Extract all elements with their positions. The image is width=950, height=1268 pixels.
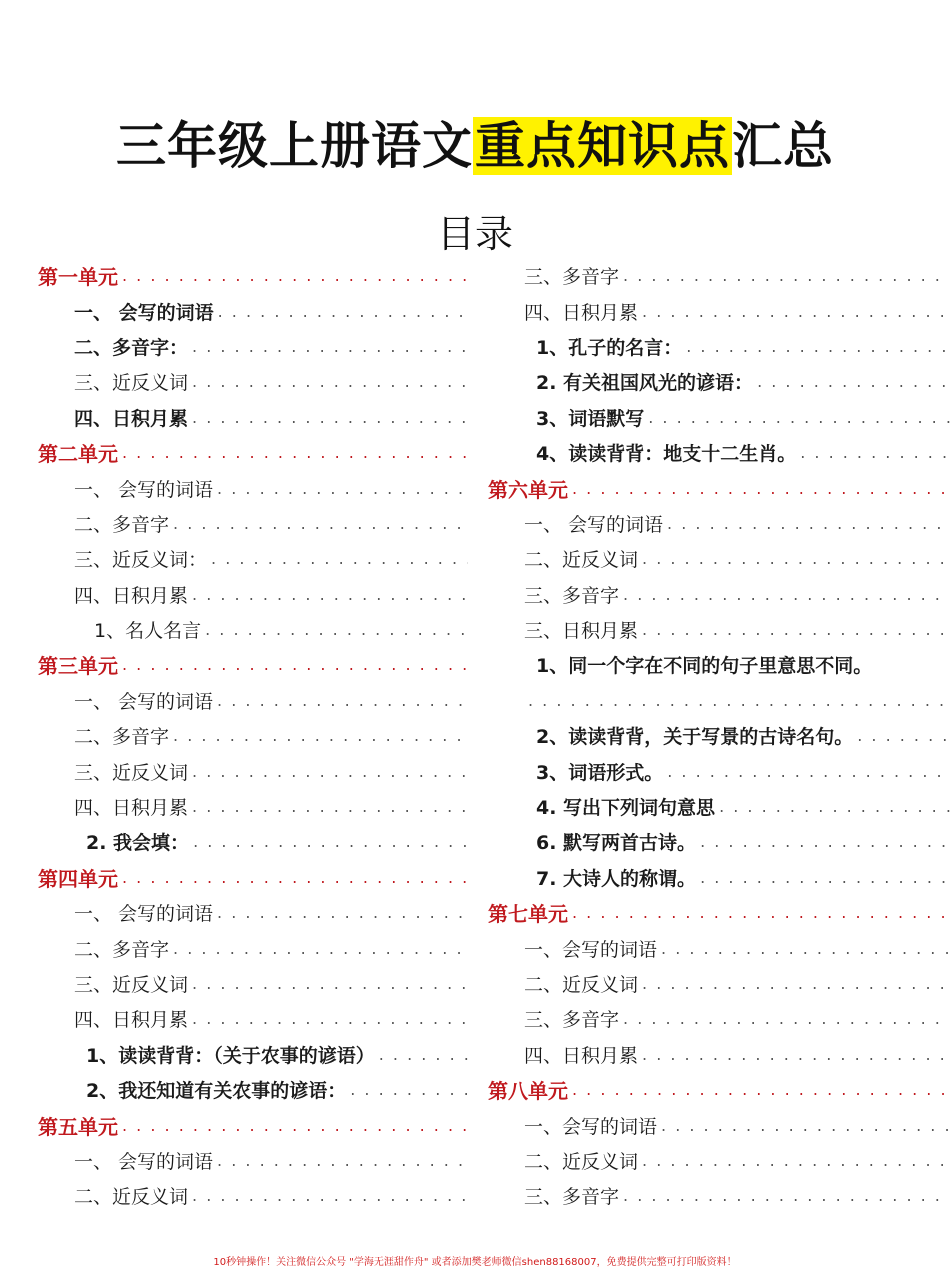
toc-unit-heading: [488, 470, 950, 505]
toc-entry: [488, 860, 950, 895]
dot-leader: [667, 762, 950, 781]
unit-title: 第四单元: [38, 866, 118, 891]
toc-entry: [38, 824, 468, 859]
dot-leader: [173, 514, 468, 533]
entry-title: 三、近反义词: [74, 761, 189, 784]
toc-entry: [38, 577, 468, 612]
toc-entry: [38, 966, 468, 1001]
toc-heading: 目录: [436, 212, 513, 256]
entry-title: 三、多音字: [524, 584, 620, 607]
dot-leader: [572, 479, 950, 498]
entry-title: 二、近反义词: [524, 549, 639, 572]
toc-entry: [38, 293, 468, 328]
entry-title: 四、日积月累: [74, 584, 189, 607]
toc-entry: [488, 541, 950, 576]
dot-leader: [642, 620, 950, 639]
toc-entry: [488, 966, 950, 1001]
unit-title: 第六单元: [488, 477, 568, 502]
toc-entry: [38, 753, 468, 788]
entry-title: 二、近反义词: [524, 1150, 639, 1173]
unit-title: 第五单元: [38, 1114, 118, 1139]
toc-entry: [38, 541, 468, 576]
entry-title: 四、日积月累: [74, 797, 189, 820]
dot-leader: [623, 585, 950, 604]
entry-title: 三、近反义词: [74, 974, 189, 996]
toc-unit-heading: [38, 1107, 468, 1142]
entry-title: 一、 会写的词语: [524, 513, 664, 536]
dot-leader: [642, 302, 950, 321]
title-part2: 汇总: [732, 117, 834, 175]
unit-title: 第三单元: [38, 654, 118, 679]
entry-title: 三、多音字: [524, 1009, 620, 1032]
toc-entry: [488, 506, 950, 541]
toc-entry: [38, 1072, 468, 1107]
dot-leader: [192, 797, 468, 816]
entry-title: 3、词语形式。: [536, 761, 664, 784]
dot-leader: [757, 372, 950, 391]
toc-unit-heading: [38, 435, 468, 470]
dot-leader: [173, 726, 468, 745]
entry-title: 4. 写出下列词句意思: [536, 797, 716, 820]
title-part1: 三年级上册语文: [116, 117, 473, 175]
toc-entry: [488, 329, 950, 364]
dot-leader: [211, 549, 468, 568]
toc-entry: [488, 400, 950, 435]
dot-leader: [122, 266, 468, 285]
entry-title: 2. 我会填：: [86, 832, 190, 855]
toc-entry: [38, 470, 468, 505]
entry-title: 三、多音字: [524, 266, 620, 289]
dot-leader: [122, 1116, 468, 1135]
entry-title: 二、多音字: [74, 726, 170, 749]
entry-title: 三、多音字: [524, 1186, 620, 1209]
entry-title: 四、日积月累: [74, 407, 189, 430]
toc-unit-heading: [38, 647, 468, 682]
entry-title: 2、我还知道有关农事的谚语：: [86, 1080, 347, 1103]
dot-leader: [700, 868, 950, 887]
entry-title: 7. 大诗人的称谓。: [536, 867, 697, 890]
toc-unit-heading: [38, 860, 468, 895]
dot-leader: [572, 1080, 950, 1099]
dot-leader: [648, 408, 950, 427]
toc-entry: [38, 1143, 468, 1178]
toc-unit-heading: [38, 258, 468, 293]
entry-title: 二、近反义词: [524, 974, 639, 996]
dot-leader: [857, 726, 950, 745]
dot-leader: [122, 443, 468, 462]
entry-title: 1、读读背背：（关于农事的谚语）: [86, 1044, 375, 1067]
dot-leader: [642, 549, 950, 568]
entry-title: 一、 会写的词语: [74, 478, 214, 501]
dot-leader: [572, 903, 950, 922]
entry-title: 三、日积月累: [524, 620, 639, 643]
entry-title: 1、名人名言: [94, 620, 202, 643]
dot-leader: [192, 408, 468, 427]
toc-entry: [38, 329, 468, 364]
toc-entry: [38, 718, 468, 753]
toc-entry: [488, 718, 950, 753]
entry-title: 3、词语默写: [536, 407, 645, 430]
dot-leader: [217, 479, 468, 498]
dot-leader: [217, 1151, 468, 1170]
entry-title: 四、日积月累: [524, 301, 639, 324]
dot-leader: [192, 762, 468, 781]
entry-title: 一、 会写的词语: [74, 1150, 214, 1173]
toc-entry: [488, 1107, 950, 1142]
entry-title: 2. 有关祖国风光的谚语：: [536, 372, 754, 395]
toc-entry: [38, 683, 468, 718]
dot-leader: [192, 1009, 468, 1028]
dot-leader: [218, 302, 468, 321]
dot-leader: [528, 691, 950, 710]
toc-entry: [488, 930, 950, 965]
toc-entry: [38, 789, 468, 824]
entry-title: 四、日积月累: [524, 1044, 639, 1067]
entry-title: 二、多音字: [74, 938, 170, 961]
entry-title: 三、近反义词: [74, 372, 189, 395]
dot-leader: [642, 1045, 950, 1064]
dot-leader: [192, 585, 468, 604]
entry-title: 三、近反义词：: [74, 549, 208, 572]
dot-leader: [173, 939, 468, 958]
dot-leader: [217, 903, 468, 922]
dot-leader: [642, 974, 950, 993]
entry-title: 一、会写的词语: [524, 938, 658, 961]
dot-leader: [686, 337, 950, 356]
toc-entry: [488, 1143, 950, 1178]
toc-entry: [38, 506, 468, 541]
dot-leader: [122, 868, 468, 887]
toc-entry: [488, 293, 950, 328]
entry-title: 2、读读背背，关于写景的古诗名句。: [536, 726, 854, 749]
dot-leader: [719, 797, 950, 816]
toc-entry: [488, 789, 950, 824]
entry-title: 四、日积月累: [74, 1009, 189, 1032]
toc-entry: [488, 683, 950, 718]
toc-entry: [38, 930, 468, 965]
dot-leader: [661, 939, 950, 958]
unit-title: 第二单元: [38, 442, 118, 467]
dot-leader: [642, 1151, 950, 1170]
toc-entry: [38, 1037, 468, 1072]
entry-title: 一、 会写的词语: [74, 690, 214, 713]
entry-title: 一、会写的词语: [524, 1115, 658, 1138]
dot-leader: [379, 1045, 468, 1064]
entry-title: 二、多音字: [74, 513, 170, 536]
entry-title: 4、读读背背：地支十二生肖。: [536, 443, 797, 466]
dot-leader: [217, 691, 468, 710]
toc-unit-heading: [488, 895, 950, 930]
entry-title: 6. 默写两首古诗。: [536, 832, 697, 855]
toc-entry: [38, 895, 468, 930]
toc-entry: [488, 612, 950, 647]
toc-entry: [488, 577, 950, 612]
toc-entry: [488, 1001, 950, 1036]
title-highlight: 重点知识点: [475, 117, 730, 175]
entry-title: 一、 会写的词语: [74, 301, 214, 324]
unit-title: 第一单元: [38, 265, 118, 290]
dot-leader: [623, 1009, 950, 1028]
toc-entry: [488, 1178, 950, 1213]
toc-right-column: [488, 258, 950, 1214]
dot-leader: [122, 655, 468, 674]
toc-entry: [38, 400, 468, 435]
dot-leader: [700, 832, 950, 851]
entry-title: 1、孔子的名言：: [536, 336, 683, 359]
toc-entry: [38, 612, 468, 647]
toc-entry: [488, 435, 950, 470]
toc-entry: [488, 364, 950, 399]
unit-title: 第七单元: [488, 902, 568, 927]
dot-leader: [623, 266, 950, 285]
toc-unit-heading: [488, 1072, 950, 1107]
entry-title: 二、多音字：: [74, 336, 189, 359]
toc-entry: [38, 364, 468, 399]
entry-title: 二、近反义词: [74, 1186, 189, 1209]
toc-entry: [488, 1037, 950, 1072]
unit-title: 第八单元: [488, 1079, 568, 1104]
dot-leader: [623, 1186, 950, 1205]
dot-leader: [205, 620, 468, 639]
page-title: [0, 106, 950, 178]
dot-leader: [192, 372, 468, 391]
footer-note: 10秒钟操作！关注微信公众号 "学海无涯甜作舟" 或者添加樊老师微信shen88168007，免费提供完整可打印版资料！: [213, 1257, 737, 1268]
toc-entry: [38, 1178, 468, 1213]
entry-title: 一、 会写的词语: [74, 903, 214, 926]
toc-left-column: [38, 258, 468, 1214]
dot-leader: [192, 1186, 468, 1205]
dot-leader: [667, 514, 950, 533]
dot-leader: [192, 337, 468, 356]
entry-title: 1、同一个字在不同的句子里意思不同。: [536, 655, 873, 678]
toc-entry: [488, 824, 950, 859]
toc-entry: [38, 1001, 468, 1036]
dot-leader: [350, 1080, 468, 1099]
dot-leader: [800, 443, 950, 462]
dot-leader: [192, 974, 468, 993]
dot-leader: [661, 1116, 950, 1135]
toc-entry: [488, 753, 950, 788]
toc-entry: [488, 647, 950, 682]
toc-entry: [488, 258, 950, 293]
dot-leader: [193, 832, 468, 851]
